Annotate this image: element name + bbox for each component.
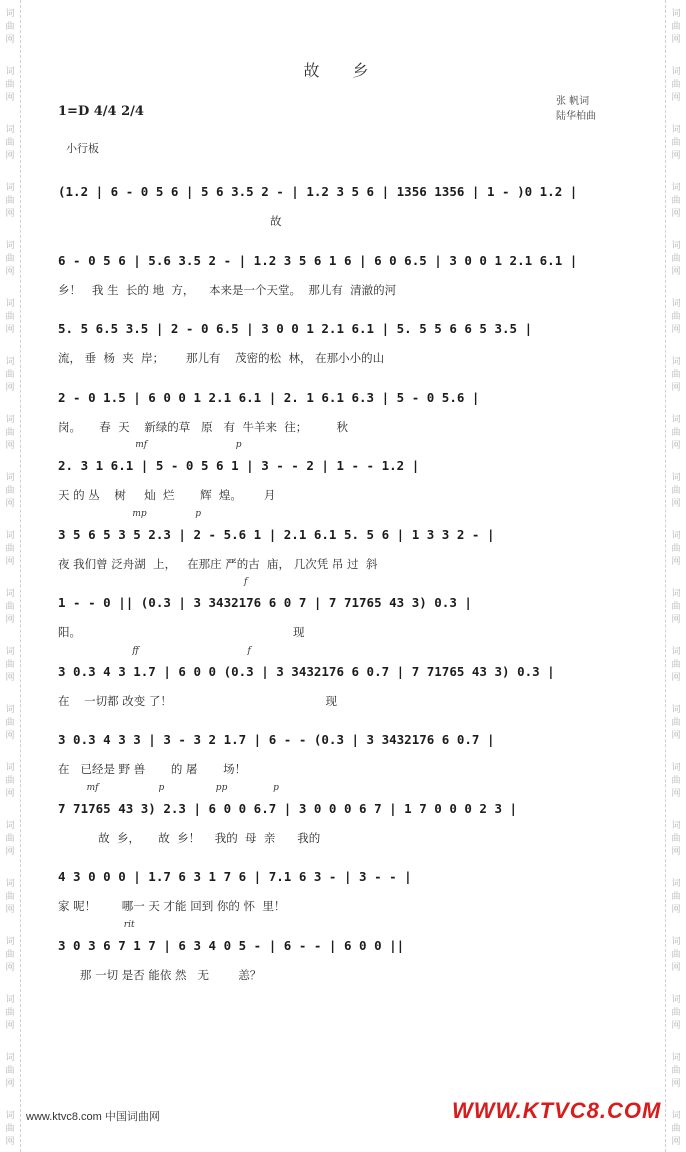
watermark-char: 词	[5, 299, 15, 309]
notation-line: (1.2 | 6 - 0 5 6 | 5 6 3.5 2 - | 1.2 3 5 6 | 1356 1356 | 1 - )0 1.2 |	[58, 184, 578, 199]
watermark-char: 网	[671, 557, 681, 567]
watermark-char: 网	[671, 1021, 681, 1031]
notation-line: 3 0.3 4 3 3 | 3 - 3 2 1.7 | 6 - - (0.3 | 3 3432176 6 0.7 |	[58, 732, 495, 747]
watermark-char: 曲	[671, 1008, 681, 1018]
watermark-char: 词	[671, 531, 681, 541]
watermark-char: 词	[671, 9, 681, 19]
watermark-char: 词	[5, 1053, 15, 1063]
watermark-char: 曲	[671, 138, 681, 148]
watermark-char: 曲	[671, 1124, 681, 1134]
lyrics-line: 家 呢！ 哪一 天 才能 回到 你的 怀 里！	[58, 899, 286, 913]
dynamics-line	[58, 372, 618, 386]
watermark-char: 词	[671, 879, 681, 889]
watermark-char: 词	[5, 647, 15, 657]
watermark-char: 词	[671, 357, 681, 367]
watermark-char: 网	[671, 35, 681, 45]
notation-line: 2. 3 1 6.1 | 5 - 0 5 6 1 | 3 - - 2 | 1 - - 1.2 |	[58, 458, 420, 473]
watermark-char: 网	[5, 673, 15, 683]
notation-line: 6 - 0 5 6 | 5.6 3.5 2 - | 1.2 3 5 6 1 6 | 6 0 6.5 | 3 0 0 1 2.1 6.1 |	[58, 252, 578, 268]
watermark-char: 词	[671, 821, 681, 831]
lyrics-line: 故	[58, 214, 282, 228]
watermark-char: 词	[671, 647, 681, 657]
watermark-char: 网	[5, 789, 15, 799]
watermark-char: 网	[5, 847, 15, 857]
watermark-char: 网	[5, 615, 15, 625]
watermark-char: 曲	[5, 718, 15, 728]
watermark-char: 曲	[5, 602, 15, 612]
lyrics-line: 岗。 春 天 新绿的草 原 有 牛羊来 往； 秋	[58, 419, 349, 434]
watermark-char: 网	[671, 615, 681, 625]
watermark-char: 网	[671, 1137, 681, 1147]
footer-logo[interactable]: WWW.KTVC8.COM	[452, 1098, 662, 1123]
watermark-char: 网	[671, 731, 681, 741]
watermark-char: 词	[5, 995, 15, 1005]
watermark-char: 曲	[5, 776, 15, 786]
watermark-char: 网	[671, 499, 681, 509]
watermark-char: 网	[5, 1021, 15, 1031]
watermark-char: 曲	[671, 718, 681, 728]
watermark-char: 词	[5, 531, 15, 541]
lyrics-line: 夜 我们曾 泛舟湖 上， 在那庄 严的古 庙， 几次凭 吊 过 斜	[58, 556, 378, 571]
watermark-char: 词	[671, 1111, 681, 1121]
dynamics-line: mf p	[58, 440, 242, 450]
watermark-char: 网	[5, 441, 15, 451]
lyrics-line: 乡！ 我 生 长的 地 方， 本来是一个天堂。 那儿有 清澈的河	[58, 282, 397, 297]
dynamics-line: mf p pp p	[58, 782, 279, 793]
watermark-char: 网	[671, 789, 681, 799]
watermark-char: 词	[671, 67, 681, 77]
watermark-char: 网	[5, 35, 15, 45]
watermark-char: 词	[5, 821, 15, 831]
watermark-char: 曲	[5, 1066, 15, 1076]
watermark-char: 网	[671, 209, 681, 219]
watermark-char: 网	[671, 905, 681, 915]
watermark-char: 网	[5, 151, 15, 161]
watermark-char: 词	[671, 1053, 681, 1063]
notation-line: 1 - - 0 || (0.3 | 3 3432176 6 0 7 | 7 71765 43 3) 0.3 |	[58, 595, 472, 610]
watermark-char: 曲	[5, 1008, 15, 1018]
watermark-char: 曲	[671, 196, 681, 206]
watermark-char: 曲	[671, 834, 681, 844]
watermark-char: 网	[671, 325, 681, 335]
tempo-marking: 小行板	[66, 142, 99, 155]
dynamics-line	[58, 714, 618, 728]
watermark-char: 曲	[5, 834, 15, 844]
watermark-char: 曲	[671, 602, 681, 612]
watermark-char: 网	[5, 93, 15, 103]
watermark-char: 曲	[671, 486, 681, 496]
watermark-char: 网	[671, 441, 681, 451]
watermark-char: 词	[5, 183, 15, 193]
watermark-char: 网	[671, 963, 681, 973]
watermark-char: 词	[5, 357, 15, 367]
watermark-char: 曲	[5, 428, 15, 438]
watermark-char: 词	[5, 879, 15, 889]
notation-line: 7 71765 43 3) 2.3 | 6 0 0 6.7 | 3 0 0 0 6 7 | 1 7 0 0 0 2 3 |	[58, 800, 518, 816]
dynamics-line	[58, 303, 618, 317]
notation-line: 4 3 0 0 0 | 1.7 6 3 1 7 6 | 7.1 6 3 - | 3 - - |	[58, 869, 412, 884]
watermark-char: 网	[5, 963, 15, 973]
watermark-char: 曲	[671, 428, 681, 438]
notation-line: 3 0.3 4 3 1.7 | 6 0 0 (0.3 | 3 3432176 6 0.7 | 7 71765 43 3) 0.3 |	[58, 663, 555, 679]
watermark-char: 曲	[671, 80, 681, 90]
watermark-char: 网	[671, 673, 681, 683]
watermark-char: 曲	[5, 254, 15, 264]
watermark-char: 词	[671, 299, 681, 309]
watermark-char: 词	[671, 995, 681, 1005]
watermark-char: 曲	[671, 776, 681, 786]
watermark-char: 曲	[5, 544, 15, 554]
watermark-char: 词	[5, 67, 15, 77]
watermark-char: 曲	[671, 950, 681, 960]
notation-line: 3 5 6 5 3 5 2.3 | 2 - 5.6 1 | 2.1 6.1 5. 5 6 | 1 3 3 2 - |	[58, 526, 495, 542]
lyricist-credit: 张 帆词	[556, 96, 590, 107]
watermark-char: 网	[671, 847, 681, 857]
watermark-char: 网	[5, 383, 15, 393]
watermark-char: 网	[5, 1137, 15, 1147]
watermark-char: 曲	[5, 1124, 15, 1134]
dynamics-line: rit	[58, 919, 135, 930]
lyrics-line: 在 已经是 野 兽 的 屠 场！	[58, 762, 247, 776]
watermark-char: 词	[5, 9, 15, 19]
watermark-char: 网	[671, 1079, 681, 1089]
right-watermark-strip	[665, 0, 686, 1152]
watermark-char: 词	[5, 415, 15, 425]
watermark-char: 词	[5, 241, 15, 251]
dynamics-line: ff f	[58, 645, 251, 656]
footer-site-text[interactable]: www.ktvc8.com 中国词曲网	[26, 1111, 160, 1123]
left-watermark-strip	[0, 0, 21, 1152]
dynamics-line: f	[58, 577, 248, 587]
lyrics-line: 那 一切 是否 能依 然 无 恙？	[58, 967, 262, 982]
watermark-char: 词	[5, 589, 15, 599]
lyrics-line: 在 一切都 改变 了！ 现	[58, 693, 337, 708]
watermark-char: 网	[5, 1079, 15, 1089]
composer-credit: 陆华柏曲	[556, 111, 596, 122]
watermark-char: 曲	[671, 254, 681, 264]
watermark-char: 曲	[5, 370, 15, 380]
watermark-char: 词	[5, 125, 15, 135]
watermark-char: 词	[671, 241, 681, 251]
watermark-char: 曲	[5, 22, 15, 32]
watermark-char: 曲	[671, 660, 681, 670]
watermark-char: 曲	[5, 80, 15, 90]
watermark-char: 词	[5, 763, 15, 773]
watermark-char: 曲	[5, 196, 15, 206]
notation-line: 5. 5 6.5 3.5 | 2 - 0 6.5 | 3 0 0 1 2.1 6.1 | 5. 5 5 6 6 5 3.5 |	[58, 321, 533, 336]
lyrics-line: 故 乡， 故 乡！ 我的 母 亲 我的	[58, 830, 321, 845]
lyrics-line: 流， 垂 杨 夹 岸； 那儿有 茂密的松 林， 在那小小的山	[58, 351, 385, 365]
watermark-char: 曲	[5, 950, 15, 960]
watermark-char: 网	[671, 267, 681, 277]
dynamics-line	[58, 851, 618, 865]
watermark-char: 曲	[5, 138, 15, 148]
watermark-char: 网	[5, 905, 15, 915]
watermark-char: 网	[5, 557, 15, 567]
watermark-char: 曲	[5, 312, 15, 322]
watermark-char: 曲	[5, 892, 15, 902]
watermark-char: 网	[671, 383, 681, 393]
watermark-char: 词	[671, 705, 681, 715]
watermark-char: 曲	[671, 22, 681, 32]
watermark-char: 曲	[671, 312, 681, 322]
watermark-char: 词	[671, 937, 681, 947]
notation-line: 3 0 3 6 7 1 7 | 6 3 4 0 5 - | 6 - - | 6 0 0 ||	[58, 937, 405, 953]
credits	[556, 94, 596, 124]
watermark-char: 词	[5, 937, 15, 947]
lyrics-line: 阳。 现	[58, 625, 305, 639]
watermark-char: 曲	[671, 1066, 681, 1076]
lyrics-line: 天 的 丛 树 灿 烂 辉 煌。 月	[58, 488, 276, 502]
watermark-char: 曲	[671, 544, 681, 554]
dynamics-line	[58, 166, 618, 180]
watermark-char: 网	[5, 325, 15, 335]
watermark-char: 网	[671, 151, 681, 161]
watermark-char: 网	[5, 731, 15, 741]
watermark-char: 词	[671, 473, 681, 483]
watermark-char: 网	[5, 209, 15, 219]
watermark-char: 网	[5, 499, 15, 509]
watermark-char: 词	[671, 763, 681, 773]
watermark-char: 词	[671, 415, 681, 425]
dynamics-line	[58, 235, 618, 249]
watermark-char: 网	[671, 93, 681, 103]
watermark-char: 词	[671, 125, 681, 135]
watermark-char: 词	[5, 1111, 15, 1121]
song-title: 故 乡	[303, 61, 383, 80]
watermark-char: 曲	[671, 370, 681, 380]
key-signature: 1=D 4/4 2/4	[58, 104, 144, 119]
watermark-char: 词	[671, 183, 681, 193]
notation-line: 2 - 0 1.5 | 6 0 0 1 2.1 6.1 | 2. 1 6.1 6.3 | 5 - 0 5.6 |	[58, 389, 480, 405]
watermark-char: 词	[5, 473, 15, 483]
watermark-char: 词	[5, 705, 15, 715]
watermark-char: 曲	[5, 660, 15, 670]
watermark-char: 曲	[5, 486, 15, 496]
dynamics-line: mp p	[58, 508, 202, 519]
watermark-char: 词	[671, 589, 681, 599]
watermark-char: 网	[5, 267, 15, 277]
watermark-char: 曲	[671, 892, 681, 902]
